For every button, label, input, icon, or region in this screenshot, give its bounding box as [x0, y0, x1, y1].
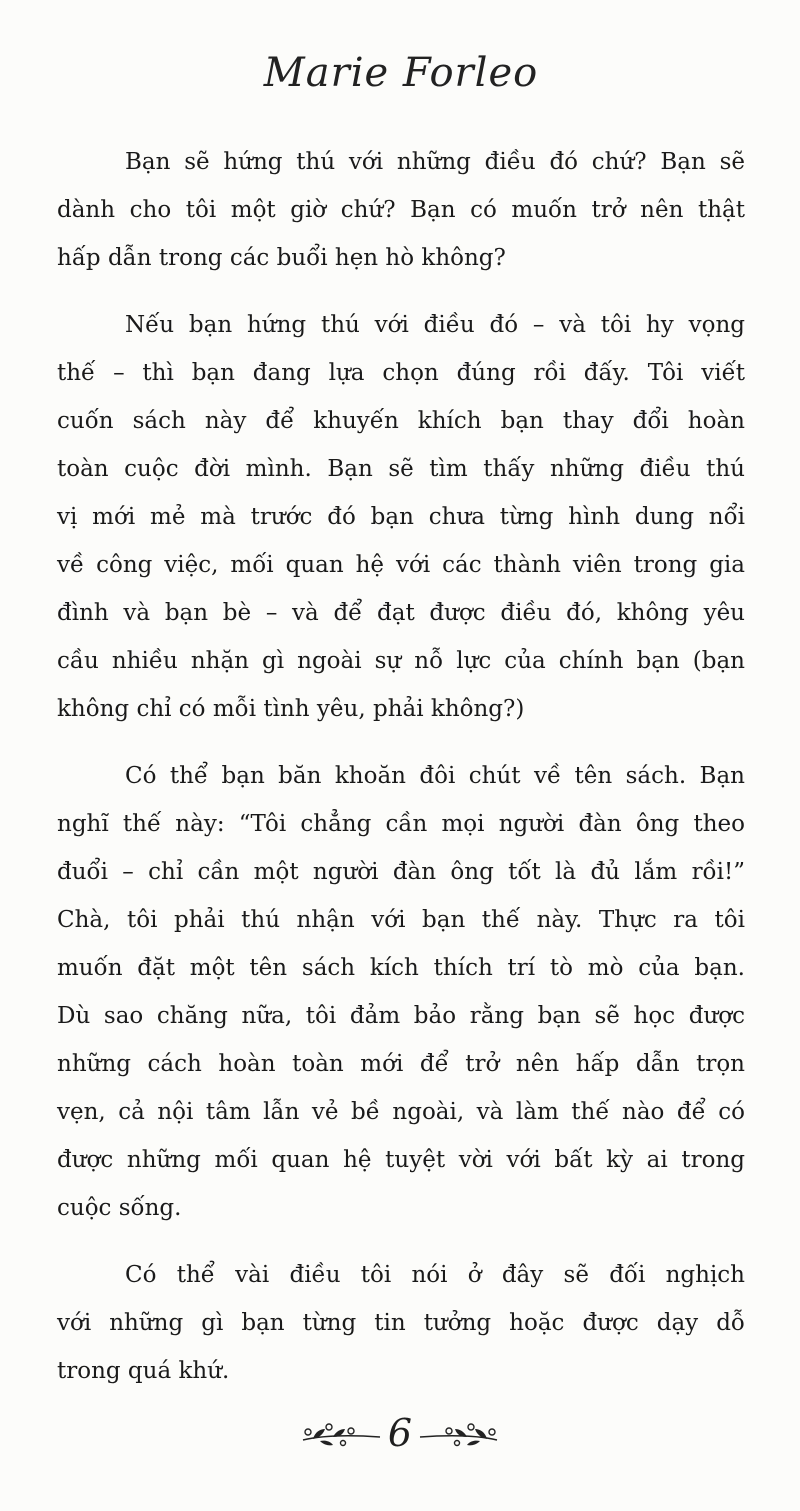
body-line: về công việc, mối quan hệ với các thành viên trong gia [57, 552, 745, 578]
page-footer [0, 1408, 800, 1464]
body-line: Có thể vài điều tôi nói ở đây sẽ đối nghịch [125, 1262, 745, 1288]
body-line: không chỉ có mỗi tình yêu, phải không?) [57, 696, 525, 722]
branch-flourish-icon [300, 1421, 382, 1451]
body-line: cuộc sống. [57, 1195, 182, 1221]
branch-flourish-icon [418, 1421, 500, 1451]
body-line: vẹn, cả nội tâm lẫn vẻ bề ngoài, và làm thế nào để có [57, 1099, 745, 1125]
body-line: Bạn sẽ hứng thú với những điều đó chứ? Bạn sẽ [125, 149, 745, 175]
paragraph [57, 138, 745, 282]
body-line: đuổi – chỉ cần một người đàn ông tốt là đủ lắm rồi!” [57, 859, 745, 885]
body-line: nghĩ thế này: “Tôi chẳng cần mọi người đàn ông theo [57, 811, 745, 837]
paragraph [57, 752, 745, 1232]
body-line: Có thể bạn băn khoăn đôi chút về tên sách. Bạn [125, 763, 745, 789]
body-line: muốn đặt một tên sách kích thích trí tò mò của bạn. [57, 955, 745, 981]
body-line: cầu nhiều nhặn gì ngoài sự nỗ lực của chính bạn (bạn [57, 648, 745, 674]
page-body [57, 138, 745, 1395]
body-line: toàn cuộc đời mình. Bạn sẽ tìm thấy những điều thú [57, 456, 745, 482]
body-line: Nếu bạn hứng thú với điều đó – và tôi hy vọng [125, 312, 745, 338]
body-line: Dù sao chăng nữa, tôi đảm bảo rằng bạn sẽ học được [57, 1003, 745, 1029]
body-line: Chà, tôi phải thú nhận với bạn thế này. Thực ra tôi [57, 907, 745, 933]
body-line: đình và bạn bè – và để đạt được điều đó, không yêu [57, 600, 745, 626]
body-line: thế – thì bạn đang lựa chọn đúng rồi đấy. Tôi viết [57, 360, 745, 386]
body-line: trong quá khứ. [57, 1358, 230, 1384]
body-line: những cách hoàn toàn mới để trở nên hấp dẫn trọn [57, 1051, 745, 1077]
body-line: dành cho tôi một giờ chứ? Bạn có muốn trở nên thật [57, 197, 745, 223]
body-line: được những mối quan hệ tuyệt vời với bất kỳ ai trong [57, 1147, 745, 1173]
body-line: với những gì bạn từng tin tưởng hoặc được dạy dỗ [57, 1310, 745, 1336]
page-number: 6 [387, 1411, 413, 1455]
body-line: hấp dẫn trong các buổi hẹn hò không? [57, 245, 506, 271]
body-line: vị mới mẻ mà trước đó bạn chưa từng hình dung nổi [57, 504, 745, 530]
paragraph [57, 301, 745, 733]
paragraph [57, 1251, 745, 1395]
body-line: cuốn sách này để khuyến khích bạn thay đổi hoàn [57, 408, 745, 434]
running-head-author: Marie Forleo [263, 50, 539, 96]
